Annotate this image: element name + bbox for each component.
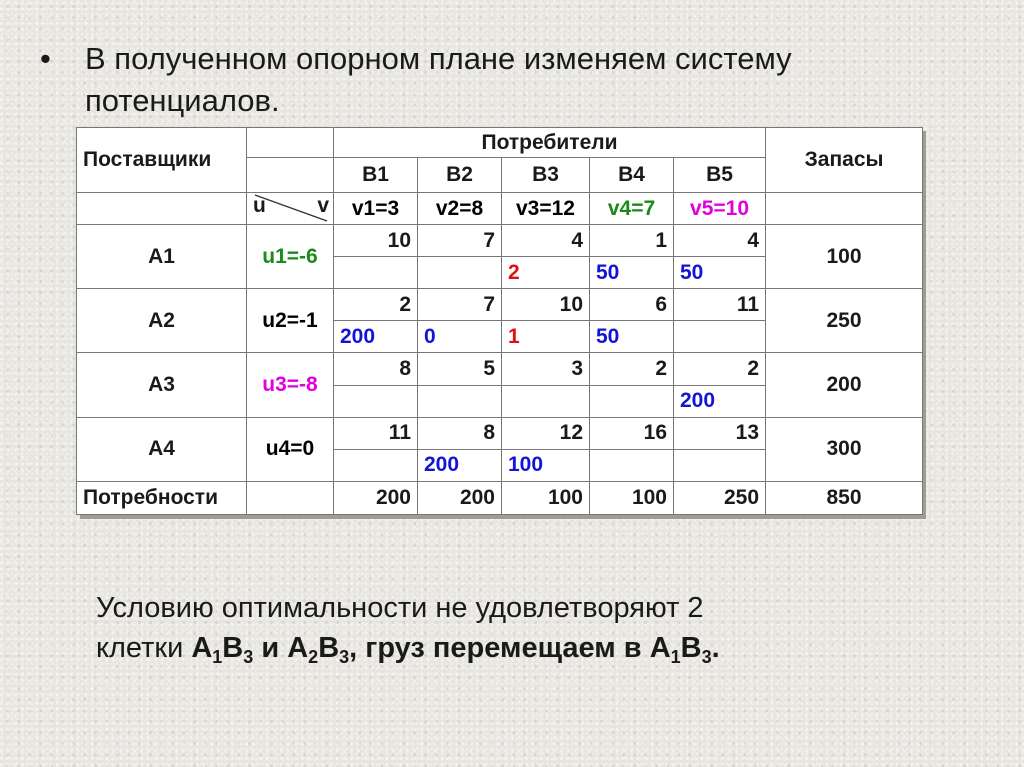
stock-value: 100 (766, 225, 923, 289)
allocation-cell (674, 321, 766, 353)
cost-cell: 1 (590, 225, 674, 257)
demand-value: 100 (502, 481, 590, 514)
cost-cell: 8 (418, 417, 502, 449)
column-potential: v5=10 (674, 193, 766, 225)
supplier-name: A1 (77, 225, 247, 289)
cost-cell: 7 (418, 225, 502, 257)
cost-cell: 8 (334, 353, 418, 385)
table-row (77, 417, 923, 449)
cost-cell: 11 (674, 289, 766, 321)
blank-cell (766, 193, 923, 225)
row-potential: u1=-6 (247, 225, 334, 289)
stock-value: 200 (766, 353, 923, 417)
consumer-name: B2 (418, 158, 502, 193)
cost-cell: 13 (674, 417, 766, 449)
cost-cell: 10 (502, 289, 590, 321)
allocation-cell: 200 (674, 385, 766, 417)
allocation-cell: 50 (590, 321, 674, 353)
allocation-cell (674, 449, 766, 481)
row-potential: u4=0 (247, 417, 334, 481)
cost-cell: 4 (502, 225, 590, 257)
allocation-cell (418, 257, 502, 289)
stock-value: 300 (766, 417, 923, 481)
cell-ref-a1b3: $A_1B_3$ и $A_2B_3$, груз перемещаем в $A_1B_3$. (191, 632, 720, 667)
cost-cell: 11 (334, 417, 418, 449)
row-potential: u3=-8 (247, 353, 334, 417)
consumer-name: B3 (502, 158, 590, 193)
transport-table (76, 127, 923, 515)
row-potential: u2=-1 (247, 289, 334, 353)
allocation-cell: 100 (502, 449, 590, 481)
consumer-name: B4 (590, 158, 674, 193)
column-potential: v2=8 (418, 193, 502, 225)
demand-value: 200 (418, 481, 502, 514)
blank-cell (77, 193, 247, 225)
cost-cell: 7 (418, 289, 502, 321)
allocation-cell: 200 (334, 321, 418, 353)
supplier-name: A4 (77, 417, 247, 481)
conclusion-prefix: клетки (96, 632, 192, 664)
demand-value: 250 (674, 481, 766, 514)
v-label: v (317, 194, 329, 218)
needs-label: Потребности (77, 481, 247, 514)
allocation-cell (334, 257, 418, 289)
cost-cell: 16 (590, 417, 674, 449)
demand-value: 200 (334, 481, 418, 514)
cost-cell: 2 (334, 289, 418, 321)
allocation-cell (418, 385, 502, 417)
allocation-cell (334, 449, 418, 481)
transport-table-wrap (76, 127, 922, 515)
allocation-cell: 200 (418, 449, 502, 481)
bullet-dot: • (40, 41, 51, 76)
supplier-name: A2 (77, 289, 247, 353)
total-value: 850 (766, 481, 923, 514)
cost-cell: 10 (334, 225, 418, 257)
cost-cell: 6 (590, 289, 674, 321)
conclusion-line-1: Условию оптимальности не удовлетворяют 2 (96, 592, 704, 624)
table-row (77, 225, 923, 257)
cost-cell: 12 (502, 417, 590, 449)
stock-value: 250 (766, 289, 923, 353)
allocation-cell: 0 (418, 321, 502, 353)
blank-header-cell (247, 158, 334, 193)
allocation-cell: 50 (590, 257, 674, 289)
conclusion-text (96, 588, 936, 668)
allocation-cell: 1 (502, 321, 590, 353)
allocation-cell (590, 385, 674, 417)
cost-cell: 4 (674, 225, 766, 257)
demand-value: 100 (590, 481, 674, 514)
allocation-cell: 2 (502, 257, 590, 289)
cost-cell: 3 (502, 353, 590, 385)
allocation-cell (590, 449, 674, 481)
consumer-name: B5 (674, 158, 766, 193)
slide-text: В полученном опорном плане изменяем систему потенциалов. (85, 41, 792, 118)
consumers-header: Потребители (334, 128, 766, 158)
column-potential: v3=12 (502, 193, 590, 225)
table-row (77, 353, 923, 385)
uv-corner-cell (247, 193, 334, 225)
allocation-cell (334, 385, 418, 417)
column-potential: v1=3 (334, 193, 418, 225)
cost-cell: 2 (590, 353, 674, 385)
column-potential: v4=7 (590, 193, 674, 225)
table-row (77, 289, 923, 321)
supplier-name: A3 (77, 353, 247, 417)
blank-header-cell (247, 128, 334, 158)
consumer-name: B1 (334, 158, 418, 193)
cost-cell: 2 (674, 353, 766, 385)
cost-cell: 5 (418, 353, 502, 385)
allocation-cell: 50 (674, 257, 766, 289)
suppliers-header: Поставщики (77, 128, 247, 193)
allocation-cell (502, 385, 590, 417)
blank-cell (247, 481, 334, 514)
conclusion-line-2 (96, 628, 936, 668)
u-label: u (253, 194, 266, 218)
stock-header: Запасы (766, 128, 923, 193)
